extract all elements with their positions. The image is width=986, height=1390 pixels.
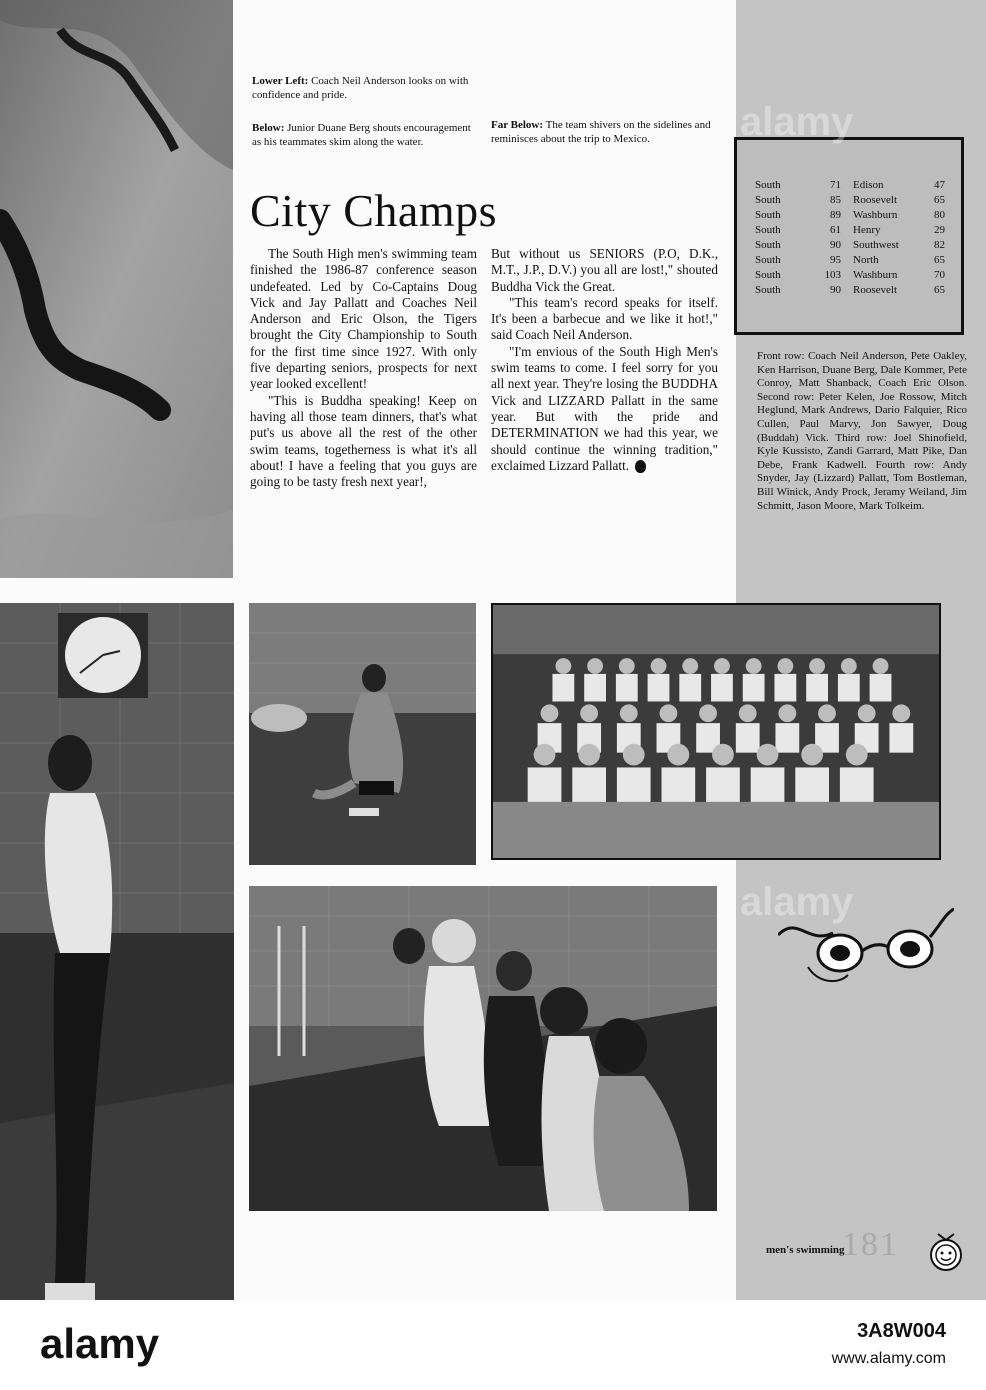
team-score: 95 — [830, 254, 841, 266]
photo-swimmer-crouching — [249, 603, 476, 865]
opponent: Southwest — [853, 239, 899, 251]
season-scores-box — [734, 137, 964, 335]
caption-lower-left-text: Coach Neil Anderson looks on with confidence and pride. — [252, 75, 469, 101]
article-title: City Champs — [250, 185, 498, 236]
opponent: Roosevelt — [853, 194, 897, 206]
team-score: 90 — [830, 239, 841, 251]
watermark-overlay: alamy — [740, 880, 854, 924]
opponent: Roosevelt — [853, 284, 897, 296]
medal-icon — [928, 1232, 964, 1272]
article-column-2 — [491, 246, 718, 474]
caption-below-label: Below: — [252, 122, 285, 134]
roster-caption: Front row: Coach Neil Anderson, Pete Oakley, Ken Harrison, Duane Berg, Dale Kommer, Pete Conroy, Matt Shanback, Coach Eric Olson. Second row: Peter Kelen, Joe Rossow, Mitch Heglund, Mark Andrews, Dario Falquier, Rico Cullen, Paul Marvy, Jon Sawyer, Doug (Buddah) Vick. Third row: Joel Shinofield, Kyle Kussisto, Zandi Garrard, Matt Pike, Dan Debe, Frank Kadwell. Fourth row: Andy Snyder, Jay (Lizzard) Pallatt, Tom Bostleman, Bill Winick, Andy Prock, Jeramy Weiland, Jim Schmitt, Jason Moore, Mark Tolkeim. — [757, 350, 967, 512]
team: South — [755, 194, 781, 206]
end-mark-icon — [635, 460, 646, 473]
team-score: 71 — [830, 179, 841, 191]
page-number: 181 — [842, 1226, 899, 1263]
score-row — [755, 268, 950, 283]
section-label: men's swimming — [766, 1244, 845, 1256]
article-col2-para-3-text: "I'm envious of the South High Men's swim teams to come. I feel sorry for you all next year. They're losing the BUDDHA Vick and LIZZARD Pallatt in the same year. But with the pride and DETERMINATION we had this year, we should continue the winning tradition," exclaimed Lizzard Pallatt. — [491, 343, 718, 473]
goggles-illustration-icon — [778, 905, 954, 987]
photo-coach-poolside — [0, 603, 234, 1300]
stock-photo-footer — [0, 1300, 986, 1390]
score-row — [755, 253, 950, 268]
article-col1-para-2: "This is Buddha speaking! Keep on having all those team dinners, that's what put's us above all the rest of the other swim teams, togetherness is what it's all about! I have a feeling that you guys are going to be tasty fresh next year!, — [250, 392, 477, 490]
article-col2-para-3 — [491, 344, 718, 474]
article-col2-para-2: "This team's record speaks for itself. It's been a barbecue and we like it hot!," said Coach Neil Anderson. — [491, 294, 718, 343]
opponent-score: 65 — [934, 194, 945, 206]
team-score: 61 — [830, 224, 841, 236]
scores-table — [755, 178, 950, 298]
opponent: Washburn — [853, 269, 898, 281]
caption-lower-left-label: Lower Left: — [252, 75, 309, 87]
team: South — [755, 209, 781, 221]
team-score: 90 — [830, 284, 841, 296]
photo-diver-splash — [0, 0, 233, 578]
opponent: Henry — [853, 224, 881, 236]
caption-far-below — [491, 118, 719, 146]
team-score: 103 — [824, 269, 841, 281]
score-row — [755, 178, 950, 193]
opponent-score: 82 — [934, 239, 945, 251]
score-row — [755, 193, 950, 208]
svg-text:alamy: alamy — [40, 1320, 160, 1367]
team: South — [755, 269, 781, 281]
opponent-score: 80 — [934, 209, 945, 221]
opponent-score: 70 — [934, 269, 945, 281]
stock-url: www.alamy.com — [831, 1350, 946, 1367]
article-column-1 — [250, 246, 477, 490]
score-row — [755, 223, 950, 238]
score-row — [755, 238, 950, 253]
caption-below — [252, 121, 478, 149]
stock-image-id: 3A8W004 — [857, 1320, 946, 1342]
score-row — [755, 208, 950, 223]
team: South — [755, 224, 781, 236]
caption-below-text: Junior Duane Berg shouts encouragement as his teammates skim along the water. — [252, 122, 471, 148]
team: South — [755, 239, 781, 251]
opponent-score: 65 — [934, 254, 945, 266]
team: South — [755, 254, 781, 266]
team-score: 85 — [830, 194, 841, 206]
score-row — [755, 283, 950, 298]
caption-far-below-label: Far Below: — [491, 119, 544, 131]
caption-far-below-text: The team shivers on the sidelines and reminisces about the trip to Mexico. — [491, 119, 711, 145]
opponent-score: 29 — [934, 224, 945, 236]
team-score: 89 — [830, 209, 841, 221]
opponent: Edison — [853, 179, 884, 191]
team: South — [755, 179, 781, 191]
article-col1-para-1: The South High men's swimming team finished the 1986-87 conference season undefeated. Led by Co-Captains Doug Vick and Jay Pallatt and Coaches Neil Anderson and Eric Olson, the Tigers brought the City Championship to South for the first time since 1927. With only five departing seniors, prospects for next year looked excellent! — [250, 246, 477, 392]
opponent: Washburn — [853, 209, 898, 221]
photo-team-sidelines — [249, 886, 717, 1211]
opponent-score: 65 — [934, 284, 945, 296]
opponent-score: 47 — [934, 179, 945, 191]
opponent: North — [853, 254, 879, 266]
photo-team-group — [491, 603, 941, 860]
article-col2-para-1: But without us SENIORS (P.O, D.K., M.T., J.P., D.V.) you all are lost!," shouted Buddha Vick the Great. — [491, 246, 718, 294]
alamy-logo-icon — [40, 1314, 180, 1374]
team: South — [755, 284, 781, 296]
caption-lower-left — [252, 74, 478, 102]
watermark-overlay: alamy — [740, 100, 854, 144]
